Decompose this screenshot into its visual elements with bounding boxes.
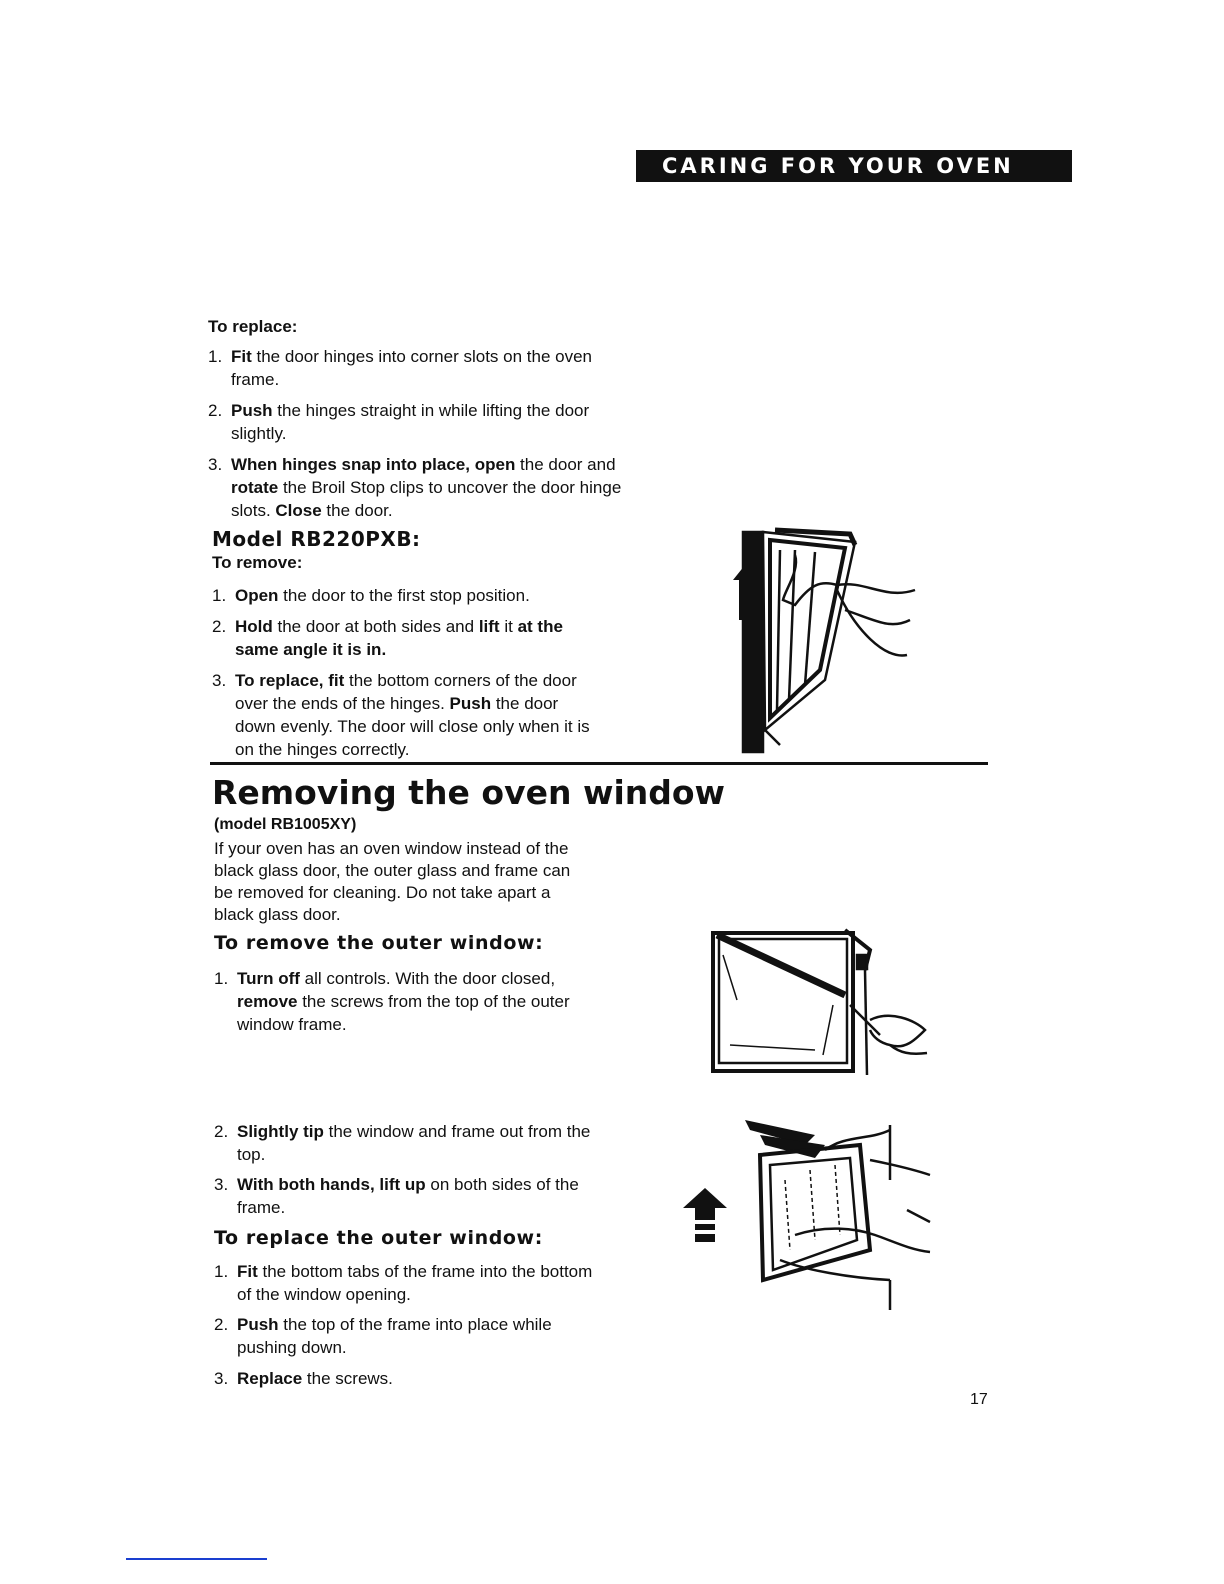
step-bold: Slightly tip <box>237 1122 324 1141</box>
list-item <box>214 1173 624 1219</box>
step-bold: remove <box>237 992 298 1011</box>
step-number: 1. <box>214 969 229 988</box>
step-bold: Close <box>275 501 322 520</box>
model-title: Model RB220PXB: <box>212 527 421 551</box>
model-note: (model RB1005XY) <box>214 816 357 833</box>
list-item <box>208 399 638 445</box>
remove-outer-window-heading: To remove the outer window: <box>214 932 544 954</box>
step-number: 2. <box>214 1122 229 1141</box>
step-text: the door at both sides and <box>272 617 479 636</box>
list-item <box>214 1313 614 1359</box>
list-item <box>208 345 638 391</box>
step-bold: Fit <box>237 1262 258 1281</box>
intro-paragraph: If your oven has an oven window instead of the black glass door, the outer glass and frame can be removed for cleaning. Do not take apart a black glass door. <box>214 839 571 924</box>
step-number: 1. <box>214 1262 229 1281</box>
list-item <box>212 615 592 661</box>
step-number: 2. <box>214 1315 229 1334</box>
step-text: the top of the frame into place while pushing down. <box>237 1315 552 1357</box>
step-text: it <box>499 617 518 636</box>
step-number: 2. <box>212 617 227 636</box>
to-remove-heading: To remove: <box>212 553 303 572</box>
step-bold: Push <box>237 1315 279 1334</box>
step-bold: To replace, fit <box>235 671 345 690</box>
page-number: 17 <box>970 1391 988 1408</box>
step-text: all controls. With the door closed, <box>299 969 556 988</box>
step-bold: at the same angle it is in. <box>235 617 563 659</box>
step-bold: Open <box>235 586 279 605</box>
door-removal-illustration <box>725 520 925 755</box>
step-bold: Fit <box>231 347 252 366</box>
step-bold: Turn off <box>237 969 300 988</box>
step-bold: lift <box>478 617 500 636</box>
step-text: the bottom corners of the door over the ends of the hinges. <box>235 671 577 713</box>
section-title: Removing the oven window <box>212 773 726 812</box>
step-bold: open <box>474 455 516 474</box>
step-number: 1. <box>212 586 227 605</box>
step-text: the bottom tabs of the frame into the bottom of the window opening. <box>237 1262 593 1304</box>
footer-link-underline[interactable] <box>126 1558 267 1560</box>
step-text: the door. <box>321 501 393 520</box>
list-item <box>212 584 632 607</box>
step-bold: Hold <box>235 617 273 636</box>
list-item <box>214 1367 614 1390</box>
window-screw-removal-illustration <box>705 925 935 1080</box>
step-text: the screws. <box>302 1369 393 1388</box>
list-item <box>214 1120 614 1166</box>
step-number: 3. <box>214 1369 229 1388</box>
step-text: the door hinges into corner slots on the oven frame. <box>231 347 592 389</box>
step-bold: Push <box>231 401 273 420</box>
step-number: 3. <box>214 1175 229 1194</box>
step-text: the door to the first stop position. <box>278 586 530 605</box>
step-text: the screws from the top of the outer window frame. <box>237 992 570 1034</box>
step-text: the door and <box>515 455 616 474</box>
step-text: the door down evenly. The door will close only when it is on the hinges correctly. <box>235 694 590 759</box>
step-text: on both sides of the frame. <box>237 1175 579 1217</box>
to-replace-heading: To replace: <box>208 317 298 336</box>
step-bold: Push <box>449 694 492 713</box>
window-lift-illustration <box>675 1110 935 1315</box>
replace-outer-window-heading: To replace the outer window: <box>214 1227 543 1249</box>
section-divider <box>210 762 988 765</box>
list-item <box>212 669 592 761</box>
step-bold: With both hands, lift up <box>237 1175 426 1194</box>
step-number: 2. <box>208 401 223 420</box>
step-bold: When hinges snap into place, <box>231 455 470 474</box>
step-number: 3. <box>208 455 223 474</box>
section-banner: CARING FOR YOUR OVEN <box>636 150 1072 182</box>
list-item <box>208 453 628 522</box>
step-number: 1. <box>208 347 223 366</box>
step-text: the Broil Stop clips to uncover the door hinge slots. <box>231 478 622 520</box>
step-text: the window and frame out from the top. <box>237 1122 591 1164</box>
step-text: the hinges straight in while lifting the door slightly. <box>231 401 590 443</box>
step-bold: Replace <box>237 1369 303 1388</box>
step-bold: rotate <box>231 478 279 497</box>
list-item <box>214 1260 594 1306</box>
step-number: 3. <box>212 671 227 690</box>
list-item <box>214 967 594 1036</box>
